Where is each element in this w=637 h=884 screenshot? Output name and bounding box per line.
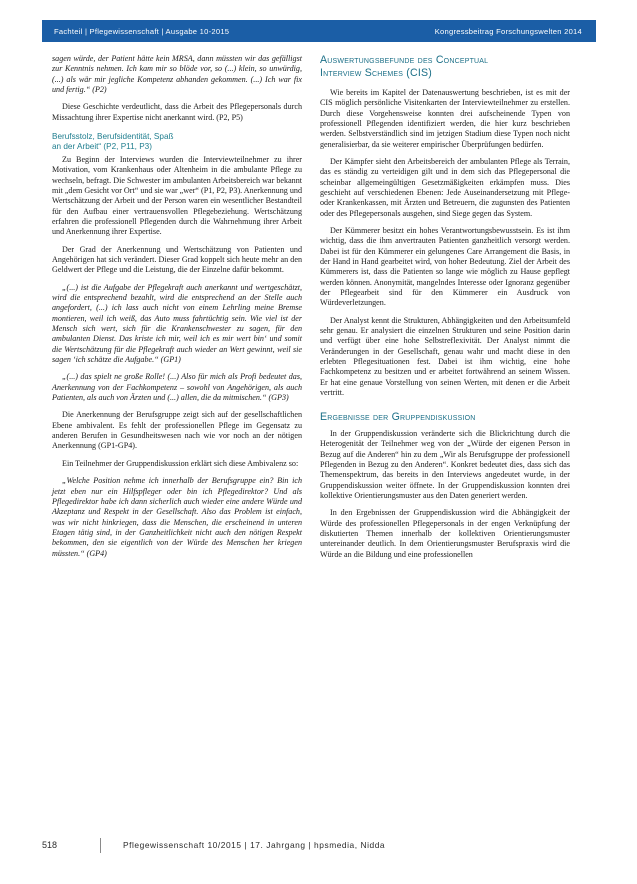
interview-quote: „(...) ist die Aufgabe der Pflegekraft auch anerkannt und wertgeschätzt, wird die entsprechend bezahlt, wird die entsprechend an der Stelle auch angefordert, (...) ich lass auch nicht von einem Lehrling meine Bremse montieren, weil ich weiß, das Auto muss fahrtüchtig sein. Wie viel ist der Mensch sich wert, sich für die Krankenschwester zu sagen, für den ambulanten Dienst. Das kriste ich mir, weil ich es mir wert bin‘ und somit die Wertschätzung für die Pflegekraft auch wieder an Wert gewinnt, weil sie sagen ‘ich schätze die Aufgabe.“ (GP1) [52, 282, 302, 365]
section-heading-ergebnisse: Ergebnisse der Gruppendiskussion [320, 411, 476, 424]
footer-page-number: 518 [42, 840, 58, 850]
paragraph: Zu Beginn der Interviews wurden die Interviewteilnehmer zu ihrer Motivation, vom Krankenhaus oder Altenheim in die ambulante Pflege zu wechseln, befragt. Die Schwester im ambulanten Arbeitsbereich war bekannt mit „dem Gesicht vor Ort“ und sie war „wer“ (P1, P2, P3). Anerkennung und Wertschätzung der Arbeit und der Person waren ein wesentlicher Bestandteil für den Aufbau einer vertrauensvollen Pflegebeziehung. Wertschätzung erfahren die professionell Pflegenden durch die Wahrnehmung ihrer Arbeit und Anerkennung ihrer Expertise. [52, 154, 302, 237]
paragraph: Diese Geschichte verdeutlicht, dass die Arbeit des Pflegepersonals durch Missachtung ihrer Expertise nicht anerkannt wird. (P2, P5) [52, 102, 302, 122]
section-heading-line-2: Interview Schemes (CIS) [320, 67, 432, 80]
subheading-berufsstolz [52, 132, 302, 153]
interview-quote: „Welche Position nehme ich innerhalb der Berufsgruppe ein? Bin ich jetzt eben nur ein Hilfspfleger oder bin ich Pflegedirektor? Und als Pflegedirektor habe ich dann sicherlich auch wieder eine andere Würde und Akzeptanz und Respekt in der Gesellschaft. Also das Problem ist einfach, was wir nicht hinkriegen, dass die Menschen, die erscheinend in unteren Etagen tätig sind, in der Ganzheitlichkeit nicht auch den nötigen Respekt bekommen, den sie eigentlich von der Würde des Menschen her kriegen müssten.“ (GP4) [52, 476, 302, 558]
paragraph: Wie bereits im Kapitel der Datenauswertung beschrieben, ist es mit der CIS möglich persönliche Visitenkarten der Interviewteilnehmer zu erstellen. Durch diese Vorgehensweise konnten drei aufscheinende Typen von professionell Pflegenden identifiziert werden, die hier kurz beschrieben werden. Selbstverständlich sind im jetzigen Stadium diese Typen noch nicht generalisierbar, da sie weiterer empirischer Überprüfungen bedürfen. [320, 87, 570, 149]
subheading-line-1: Berufsstolz, Berufsidentität, Spaß [52, 132, 174, 142]
page-header-bar [42, 20, 596, 42]
interview-quote: „(...) das spielt ne große Rolle! (...) Also für mich als Profi bedeutet das, Anerkennung von der Fachkompetenz – sowohl von Angehörigen, als auch Patienten, als auch von Ärzten und (...) allen, die da mitmischen.“ (GP3) [52, 372, 302, 403]
paragraph: Der Grad der Anerkennung und Wertschätzung von Patienten und Angehörigen hat sich verändert. Dieser Grad koppelt sich heute mehr an den Geldwert der Pflege und die Leistung, die der Einzelne dafür bekommt. [52, 244, 302, 275]
page-footer [42, 836, 596, 854]
header-section-label: Fachteil | Pflegewissenschaft | Ausgabe 10-2015 [54, 26, 230, 36]
paragraph: Der Kämpfer sieht den Arbeitsbereich der ambulanten Pflege als Terrain, das es ständig zu verteidigen gilt und in dem sich das Pflegepersonal die scheinbar allgemeingültigen Gesetzmäßigkeiten erkämpfen muss. Dies geschieht auf verschiedenen Ebenen: Jede Auseinandersetzung mit Pflege- oder Krankenkassen, mit Ärzten und Betreuern, die zugunsten des Patienten oder des Pflegepersonals ausgehen, sind Siege gegen das System. [320, 156, 570, 218]
header-issue-label: Kongressbeitrag Forschungswelten 2014 [434, 26, 582, 36]
left-column [52, 54, 302, 559]
footer-citation: Pflegewissenschaft 10/2015 | 17. Jahrgang | hpsmedia, Nidda [123, 840, 386, 850]
quote-continuation: sagen würde, der Patient hätte kein MRSA, dann müssten wir das gefälligst zur Kenntnis nehmen. Ich kam mir so blöde vor, so (...) klein, so unwürdig, (...) als wär mir jegliche Kompetenz abhanden gekommen. (...) Ich war fix und fertig.“ (P2) [52, 54, 302, 95]
section-heading-auswertungsbefunde [320, 54, 570, 81]
paragraph: In den Ergebnissen der Gruppendiskussion wird die Abhängigkeit der Würde des professionellen Pflegepersonals in der engen Verknüpfung der diskutierten Themen innerhalb der kollektiven Orientierungsmuster untereinander deutlich. In dem Orientierungsmuster Berufspraxis wird die Würde an die Bildung und eine professionellen [320, 508, 570, 559]
paragraph: Der Kümmerer besitzt ein hohes Verantwortungsbewusstsein. Es ist ihm wichtig, dass die ihm anvertrauten Patienten ganzheitlich versorgt werden. Dabei ist für den Kümmerer ein gelungenes Care Arrangement die Basis, in der Hand in Hand gearbeitet wird, von hoher Bedeutung. Ziel der Arbeit des Kümmerers ist, dass die Patienten so lange wie möglich zu Hause gepflegt werden können. Anonymität, mangelndes Interesse oder Ignoranz gegenüber der Pflegearbeit sind für den Kümmerer ein Ausdruck von Würdeverletzungen. [320, 225, 570, 308]
right-column [320, 54, 570, 560]
paragraph: In der Gruppendiskussion veränderte sich die Blickrichtung durch die Heterogenität der Teilnehmer weg von der „Würde der eigenen Person in Bezug auf die Anderen“ hin zu dem „Wir als Berufsgruppe der professionell Pflegenden in Bezug zu den Anderen“. Konkret bedeutet dies, dass sich das Themenspektrum, das bereits in den Interviews angedeutet wurde, in der Gruppendiskussion weiter öffnete. In der Gruppendiskussion konnten drei kollektive Orientierungsmuster aus den Daten generiert werden. [320, 428, 570, 500]
paragraph: Die Anerkennung der Berufsgruppe zeigt sich auf der gesellschaftlichen Ebene ambivalent. Es fehlt der professionellen Pflege im Gegensatz zu anderen Berufen in Gesundheitswesen nach wie vor noch an der nötigen Anerkennung (GP1-GP4). [52, 410, 302, 451]
paragraph: Der Analyst kennt die Strukturen, Abhängigkeiten und den Arbeitsumfeld sehr genau. Er analysiert die einzelnen Strukturen und seine Position darin und verfügt über eine hohe Selbstreflexivität. Der Analyst nimmt die Veränderungen in der Gesellschaft, genau wahr und macht diese in den erlebten Pflegesituationen fest. Dabei ist ihm wichtig, eine hohe Fachkompetenz zu besitzen und er arbeitet fortwährend an seinem Wissen. Er hat eine genaue Vorstellung von seinen Werten, mit denen er die Arbeit vertritt. [320, 315, 570, 398]
section-heading-line-1: Auswertungsbefunde des Conceptual [320, 54, 489, 66]
paragraph: Ein Teilnehmer der Gruppendiskussion erklärt sich diese Ambivalenz so: [62, 458, 299, 468]
footer-divider [100, 838, 101, 853]
subheading-line-2: an der Arbeit“ (P2, P11, P3) [52, 142, 152, 152]
